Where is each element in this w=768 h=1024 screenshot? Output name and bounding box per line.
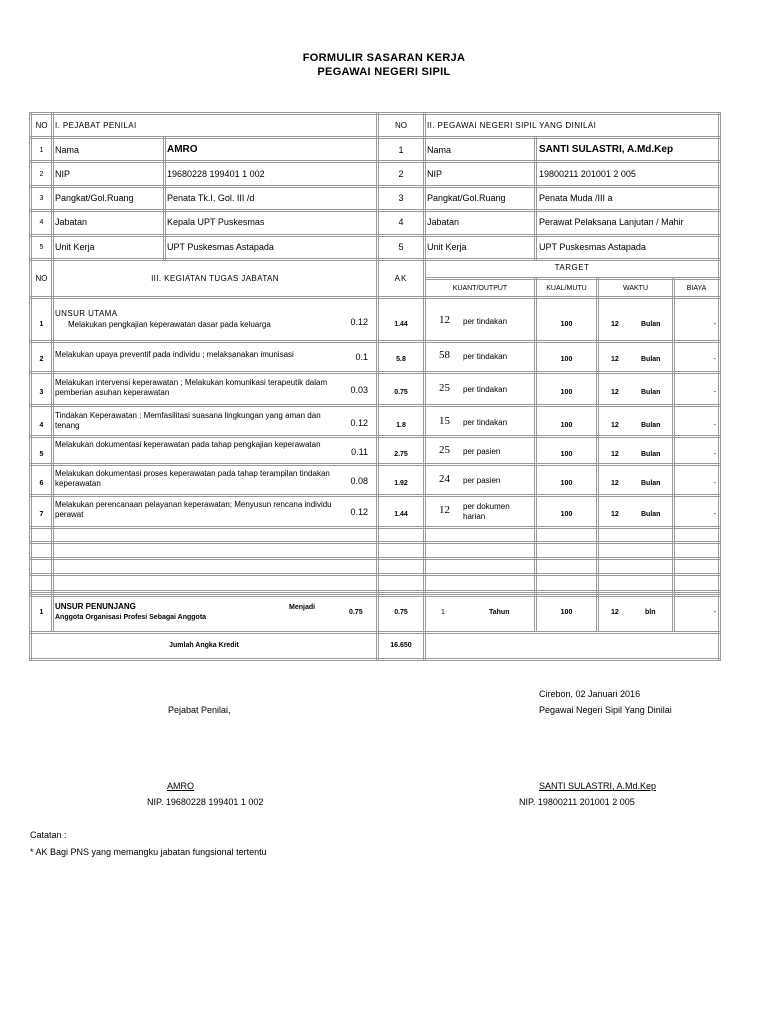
identity-label-2: Pangkat/Gol.Ruang [427,193,506,203]
pegawai-value: 19800211 201001 2 005 [539,169,636,179]
activity-no: 6 [39,480,44,487]
activity-qty: 12 [439,314,450,326]
kual-mutu-header: KUAL/MUTU [546,285,587,292]
activity-ak: 0.12 [350,418,368,428]
activity-ak: 0.08 [350,476,368,486]
form-subtitle: PEGAWAI NEGERI SIPIL [317,66,451,78]
activity-mutu: 100 [560,389,573,396]
pejabat-value: AMRO [167,144,198,155]
jumlah-value: 16.650 [390,642,412,649]
identity-no-2: 3 [398,193,404,203]
left-signer-role: Pejabat Penilai, [168,705,231,715]
penunjang-desc: Anggota Organisasi Profesi Sebagai Anggota [55,614,207,621]
identity-label: Pangkat/Gol.Ruang [55,193,134,203]
activity-ak: 0.12 [350,317,368,327]
header-no-2: NO [395,121,407,130]
waktu-header: WAKTU [622,285,649,292]
pegawai-dinilai-heading: II. PEGAWAI NEGERI SIPIL YANG DINILAI [427,121,597,130]
penunjang-bulan: 12 [611,609,619,616]
place-date: Cirebon, 02 Januari 2016 [539,689,641,699]
activity-qty: 58 [439,349,450,361]
right-signer-nip: NIP. 19800211 201001 2 005 [519,797,635,807]
activity-waktu: Bulan [641,511,661,518]
identity-label-2: Jabatan [427,217,460,227]
penunjang-ak: 0.75 [349,609,363,616]
activity-mutu: 100 [560,321,573,328]
pegawai-value: Penata Muda /III a [539,193,613,203]
activity-waktu: Bulan [641,480,661,487]
activity-total: 5.8 [396,356,406,363]
notes-text: * AK Bagi PNS yang memangku jabatan fungsional tertentu [30,847,267,857]
penunjang-menjadi: Menjadi [289,604,316,611]
pejabat-value: Penata Tk.I, Gol. III /d [167,193,255,203]
pejabat-penilai-heading: I. PEJABAT PENILAI [55,121,137,130]
activity-unit: per pasien [463,476,501,485]
activity-no: 4 [39,422,44,429]
activity-bulan: 12 [611,356,619,363]
activity-qty: 12 [439,504,450,516]
form-title: FORMULIR SASARAN KERJA [302,52,466,64]
kuant-output-header: KUANT/OUTPUT [452,285,508,292]
left-signer-name: AMRO [167,781,194,791]
penunjang-total: 0.75 [394,609,408,616]
activity-desc: Melakukan intervensi keperawatan ; Melakukan komunikasi terapeutik dalam pemberian asuhan keperawatan [55,378,328,397]
unsur-utama-heading: UNSUR UTAMA [55,309,118,318]
activity-mutu: 100 [560,422,573,429]
activity-qty: 15 [439,415,450,427]
identity-label-2: Unit Kerja [427,242,467,252]
identity-no: 2 [39,171,44,178]
activity-ak: 0.03 [350,385,368,395]
identity-no-2: 2 [398,169,404,179]
activity-bulan: 12 [611,511,619,518]
activity-no: 7 [39,511,44,518]
penunjang-biaya: - [713,609,716,616]
activity-biaya: - [713,480,716,487]
identity-label-2: NIP [427,169,443,179]
activity-total: 1.8 [396,422,406,429]
penunjang-no: 1 [39,609,44,616]
activity-mutu: 100 [560,451,573,458]
right-signer-role: Pegawai Negeri Sipil Yang Dinilai [539,705,672,715]
activity-desc: Melakukan perencanaan pelayanan keperawatan; Menyusun rencana individu perawat [55,500,332,519]
activity-ak: 0.11 [351,447,368,457]
identity-label-2: Nama [427,145,452,155]
activity-total: 1.92 [394,480,408,487]
activity-qty: 25 [439,444,450,456]
activity-bulan: 12 [611,422,619,429]
activity-biaya: - [713,389,716,396]
identity-label: Nama [55,145,80,155]
jumlah-label: Jumlah Angka Kredit [169,642,239,649]
identity-no: 4 [39,219,44,226]
activity-biaya: - [713,511,716,518]
pegawai-value: Perawat Pelaksana Lanjutan / Mahir [539,217,684,227]
penunjang-mutu: 100 [560,609,573,616]
activity-no: 1 [39,321,44,328]
activity-waktu: Bulan [641,422,661,429]
identity-label: Unit Kerja [55,242,95,252]
activity-biaya: - [713,321,716,328]
activity-biaya: - [713,356,716,363]
activity-mutu: 100 [560,356,573,363]
penunjang-waktu: bln [645,609,656,616]
activity-unit: per pasien [463,447,501,456]
identity-label: NIP [55,169,71,179]
activity-qty: 24 [439,473,450,485]
pejabat-value: Kepala UPT Puskesmas [167,217,265,227]
activity-unit: per tindakan [463,418,508,427]
penunjang-title: UNSUR PENUNJANG [55,602,136,611]
identity-no-2: 1 [398,145,404,155]
activity-ak: 0.12 [350,507,368,517]
ak-header: AK [394,274,408,283]
activity-waktu: Bulan [641,451,661,458]
activity-total: 2.75 [394,451,408,458]
activity-total: 1.44 [394,511,408,518]
activity-biaya: - [713,451,716,458]
activity-unit: per tindakan [463,385,508,394]
activity-unit: per tindakan [463,317,508,326]
activity-unit: per dokumen harian [463,502,510,521]
activity-mutu: 100 [560,480,573,487]
activity-desc: Melakukan upaya preventif pada individu ; melaksanakan imunisasi [55,350,294,359]
identity-no: 5 [39,244,44,251]
activity-ak: 0.1 [355,352,368,362]
pegawai-value: SANTI SULASTRI, A.Md.Kep [539,144,674,155]
penunjang-unit: Tahun [489,609,510,616]
right-signer-name: SANTI SULASTRI, A.Md.Kep [539,781,657,791]
activity-total: 1.44 [394,321,408,328]
activity-total: 0.75 [394,389,408,396]
activity-waktu: Bulan [641,356,661,363]
activity-bulan: 12 [611,389,619,396]
activity-bulan: 12 [611,321,619,328]
header-no: NO [35,121,48,130]
activity-qty: 25 [439,382,450,394]
identity-no: 3 [39,195,44,202]
pegawai-value: UPT Puskesmas Astapada [539,242,646,252]
activity-no: 3 [39,389,44,396]
activity-desc: Melakukan pengkajian keperawatan dasar pada keluarga [68,320,271,329]
left-signer-nip: NIP. 19680228 199401 1 002 [147,797,264,807]
activity-biaya: - [713,422,716,429]
activity-mutu: 100 [560,511,573,518]
notes-label: Catatan : [30,830,67,840]
activity-no: 2 [39,356,44,363]
activity-bulan: 12 [611,451,619,458]
pejabat-value: 19680228 199401 1 002 [167,169,265,179]
activity-desc: Melakukan dokumentasi keperawatan pada tahap pengkajian keperawatan [55,440,321,449]
activity-desc: Melakukan dokumentasi proses keperawatan pada tahap terampilan tindakan keperawatan [55,469,330,488]
identity-no: 1 [39,147,44,154]
activity-waktu: Bulan [641,389,661,396]
activity-desc: Tindakan Keperawatan ; Memfasilitasi suasana lingkungan yang aman dan tenang [55,411,321,430]
biaya-header: BIAYA [686,285,707,292]
activity-bulan: 12 [611,480,619,487]
target-header: TARGET [554,263,590,272]
identity-no-2: 4 [398,217,404,227]
identity-label: Jabatan [55,217,88,227]
activity-no-header: NO [35,274,48,283]
activity-unit: per tindakan [463,352,508,361]
penunjang-qty: 1 [441,609,445,616]
activity-title-header: III. KEGIATAN TUGAS JABATAN [151,274,279,283]
identity-no-2: 5 [398,242,404,252]
activity-no: 5 [39,451,44,458]
activity-waktu: Bulan [641,321,661,328]
pejabat-value: UPT Puskesmas Astapada [167,242,274,252]
